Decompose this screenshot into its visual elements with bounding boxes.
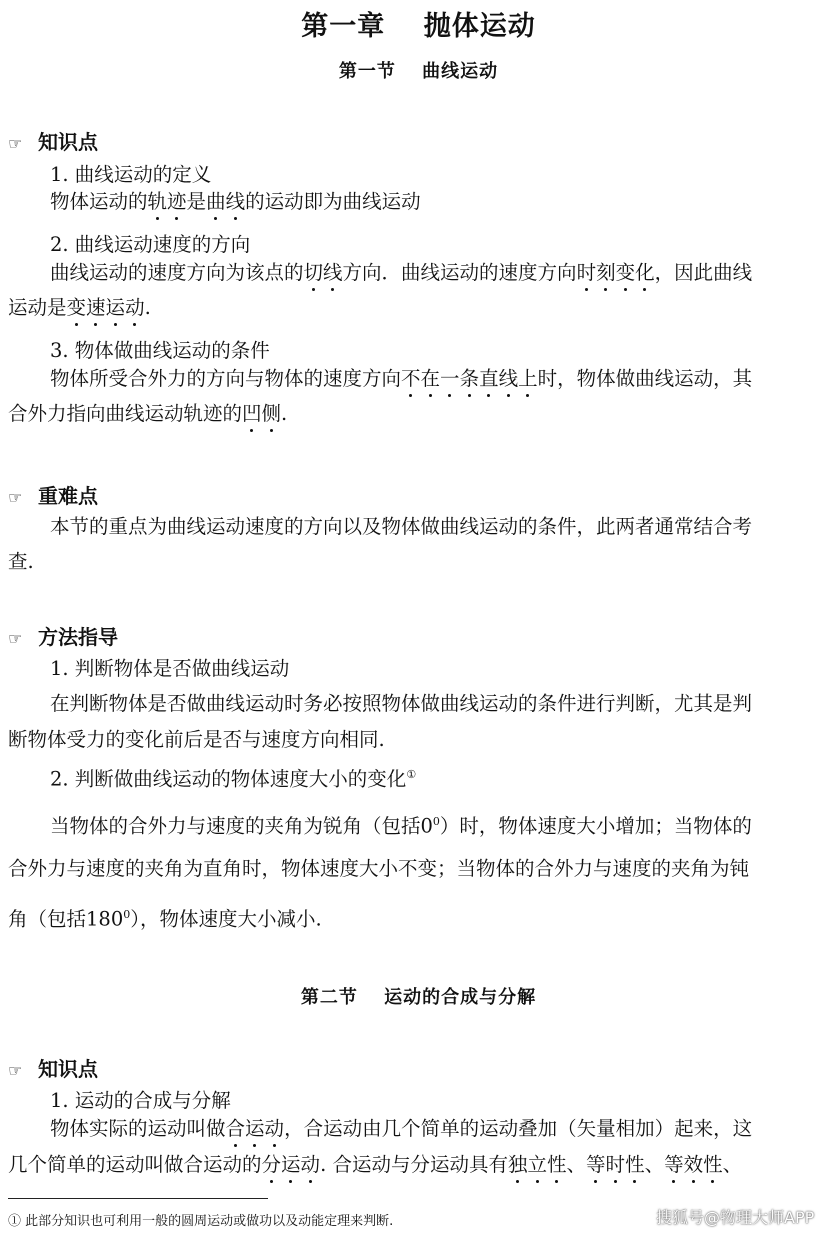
emph-char: 动 [300, 1153, 321, 1176]
emph-char: 侧 [261, 402, 282, 425]
footnote: ① 此部分知识也可利用一般的圆周运动或做功以及动能定理来判断. [8, 1214, 394, 1229]
emph-char: 线 [323, 261, 343, 284]
heading-label: 知识点 [38, 1057, 98, 1081]
section-1-title: 第一节 曲线运动 [338, 61, 499, 82]
emph-char: 分 [261, 1153, 282, 1176]
emph-char: 化 [635, 261, 655, 284]
heading-method [8, 621, 118, 650]
footnote-marker: ① [406, 768, 417, 781]
emph-char: 动 [125, 296, 145, 319]
heading-knowledge [8, 126, 98, 155]
point-2-line-1: 曲线运动的速度方向为该点的切线方向．曲线运动的速度方向时刻变化，因此曲线 [50, 261, 753, 284]
emph-char: 轨 [147, 190, 168, 213]
method-2-title: 2. 判断做曲线运动的物体速度大小的变化① [50, 767, 417, 791]
emph-char: 等 [664, 1153, 684, 1176]
emph-char: 线 [498, 367, 519, 390]
s2-point-1-title: 1. 运动的合成与分解 [50, 1089, 231, 1112]
emph-char: 运 [245, 1117, 265, 1140]
point-3-title: 3. 物体做曲线运动的条件 [50, 339, 270, 362]
heading-label: 重难点 [38, 484, 98, 508]
emph-char: 一 [440, 367, 460, 390]
method-1-line-1: 在判断物体是否做曲线运动时务必按照物体做曲线运动的条件进行判断，尤其是判 [50, 692, 753, 715]
emph-char: 刻 [596, 261, 616, 284]
heading-knowledge-2 [8, 1053, 98, 1082]
heading-difficult [8, 480, 98, 509]
point-1-title: 1. 曲线运动的定义 [50, 163, 212, 186]
section-2-title: 第二节 运动的合成与分解 [300, 987, 537, 1008]
emphasis-trajectory: 轨迹是曲线 [147, 190, 246, 213]
method-2-line-2: 合外力与速度的夹角为直角时，物体速度大小不变；当物体的合外力与速度的夹角为钝 [8, 857, 750, 880]
pointing-hand-icon: ☞ [8, 488, 23, 507]
emph-char: 变 [66, 296, 87, 319]
emph-char: 时 [576, 261, 597, 284]
emph-char: 运 [281, 1153, 301, 1176]
emph-char: 曲 [206, 190, 226, 213]
emph-char: 性 [547, 1153, 567, 1176]
point-3-line-1: 物体所受合外力的方向与物体的速度方向不在一条直线上时，物体做曲线运动，其 [50, 367, 753, 390]
heading-label: 方法指导 [38, 625, 118, 649]
emph-char: 在 [420, 367, 441, 390]
s2-point-1-line-2: 几个简单的运动叫做合运动的分运动. 合运动与分运动具有独立性、等时性、等效性、 [8, 1153, 743, 1176]
emph-char: 独 [507, 1153, 528, 1176]
emph-char: 时 [605, 1153, 626, 1176]
emph-char: 切 [303, 261, 324, 284]
difficult-line-2: 查. [8, 550, 34, 573]
emph-char: 凹 [242, 402, 262, 425]
emph-char: 等 [586, 1153, 606, 1176]
point-3-line-2: 合外力指向曲线运动轨迹的凹侧. [8, 402, 288, 425]
method-2-line-3: 角（包括$180^0$），物体速度大小减小. [8, 907, 322, 931]
emph-char: 效 [683, 1153, 704, 1176]
emph-char: 线 [225, 190, 246, 213]
method-1-title: 1. 判断物体是否做曲线运动 [50, 657, 290, 680]
method-1-line-2: 断物体受力的变化前后是否与速度方向相同. [8, 728, 385, 751]
pointing-hand-icon: ☞ [8, 629, 23, 648]
method-2-line-1: 当物体的合外力与速度的夹角为锐角（包括$0^0$）时，物体速度大小增加；当物体的 [50, 814, 752, 838]
footnote-rule [8, 1198, 268, 1199]
emph-char: 性 [703, 1153, 723, 1176]
point-2-line-2: 运动是变速运动. [8, 296, 151, 319]
emph-char: 上 [518, 367, 538, 390]
emph-char: 动 [264, 1117, 285, 1140]
emph-char: 不 [401, 367, 421, 390]
emph-char: 立 [527, 1153, 547, 1176]
emph-char: 变 [615, 261, 636, 284]
emph-char: 条 [459, 367, 480, 390]
emph-char: 迹 [167, 190, 187, 213]
point-1-text: 物体运动的轨迹是曲线的运动即为曲线运动 [50, 190, 421, 213]
emph-char: 合 [225, 1117, 246, 1140]
difficult-line-1: 本节的重点为曲线运动速度的方向以及物体做曲线运动的条件，此两者通常结合考 [50, 515, 753, 538]
chapter-title: 第一章 抛体运动 [301, 11, 536, 42]
heading-label: 知识点 [38, 130, 98, 154]
point-2-title: 2. 曲线运动速度的方向 [50, 233, 251, 256]
s2-point-1-line-1: 物体实际的运动叫做合运动，合运动由几个简单的运动叠加（矢量相加）起来，这 [50, 1117, 753, 1140]
emph-char: 直 [479, 367, 499, 390]
emph-char: 运 [105, 296, 126, 319]
watermark: 搜狐号@物理大师APP [656, 1208, 815, 1227]
emph-char: 性 [625, 1153, 645, 1176]
emph-char: 速 [86, 296, 106, 319]
pointing-hand-icon: ☞ [8, 1061, 23, 1080]
pointing-hand-icon: ☞ [8, 134, 23, 153]
